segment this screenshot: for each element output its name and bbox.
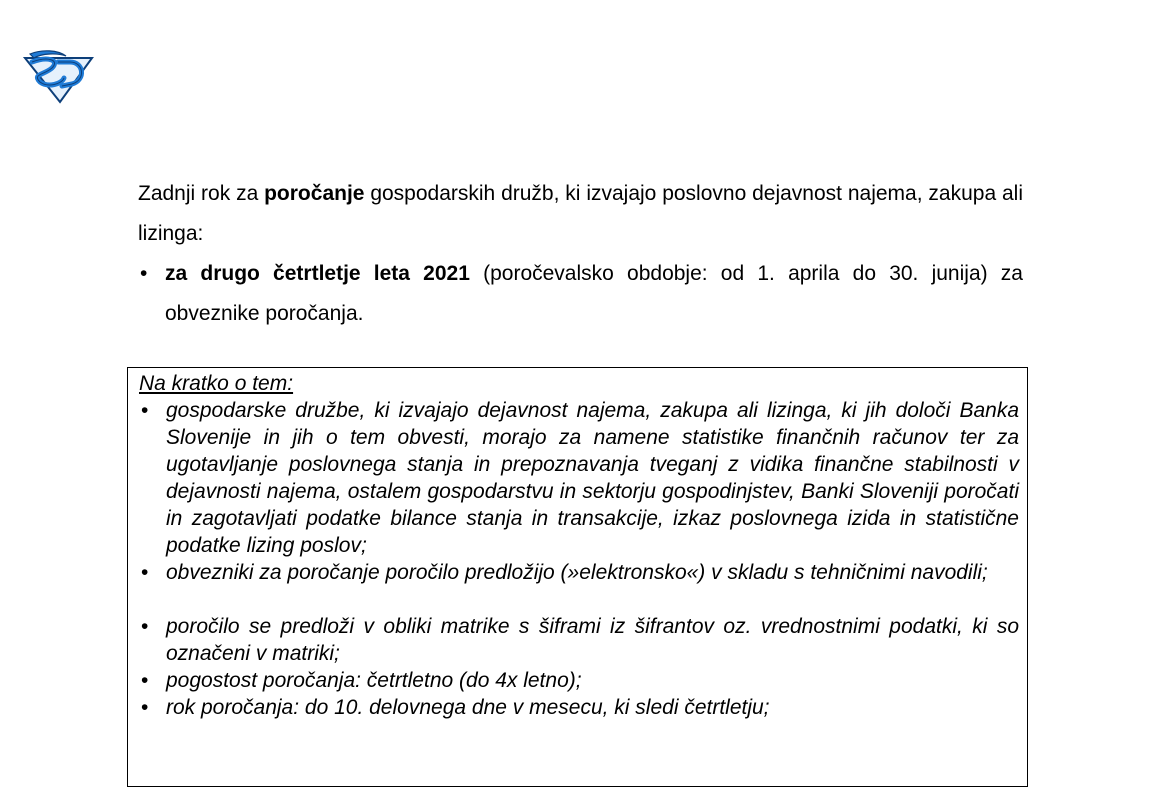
bullet-icon: • [141, 561, 149, 584]
bullet-icon: • [141, 615, 149, 638]
summary-list [139, 397, 1019, 721]
summary-item-text: poročilo se predloži v obliki matrike s šiframi iz šifrantov oz. vrednostnimi podatki, ki so označeni v matriki; [166, 615, 1019, 665]
bullet-icon: • [141, 669, 149, 692]
intro-text-before: Zadnji rok za [138, 182, 265, 205]
bullet-icon: • [141, 696, 149, 719]
list-item [139, 694, 1019, 721]
list-item [139, 667, 1019, 694]
summary-box [127, 367, 1028, 787]
summary-item-text: pogostost poročanja: četrtletno (do 4x letno); [166, 669, 582, 692]
intro-paragraph [138, 174, 1023, 254]
deadline-bold: za drugo četrtletje leta 2021 [165, 262, 470, 285]
summary-title: Na kratko o tem: [139, 372, 294, 395]
deadline-list [138, 254, 1023, 334]
deadline-text: (poročevalsko obdobje: od 1. aprila do 30. junija) za obveznike poročanja. [165, 262, 1023, 325]
summary-item-text: rok poročanja: do 10. delovnega dne v mesecu, ki sledi četrtletju; [166, 696, 770, 719]
summary-item-text: gospodarske družbe, ki izvajajo dejavnost najema, zakupa ali lizinga, ki jih določi Banka Slovenije in jih o tem obvesti, morajo za namene statistike finančnih računov ter za ugotavljanje poslovnega stanja in prepoznavanja tveganj z vidika finančne stabilnosti v dejavnosti najema, ostalem gospodarstvu in sektorju gospodinjstev, Banki Sloveniji poročati in zagotavljati podatke bilance stanja in transakcije, izkaz poslovnega izida in statistične podatke lizing poslov; [166, 399, 1019, 557]
intro-text-after: gospodarskih družb, ki izvajajo poslovno dejavnost najema, zakupa ali lizinga: [138, 182, 1023, 245]
bullet-icon: • [141, 399, 149, 422]
bullet-icon: • [140, 262, 148, 285]
company-logo [22, 48, 96, 104]
deadline-item [138, 254, 1023, 334]
list-item [139, 397, 1019, 559]
list-item [139, 559, 1019, 586]
list-item [139, 613, 1019, 667]
summary-item-text: obvezniki za poročanje poročilo predložijo (»elektronsko«) v skladu s tehničnimi navodili; [166, 561, 988, 584]
intro-text-bold: poročanje [264, 182, 365, 205]
